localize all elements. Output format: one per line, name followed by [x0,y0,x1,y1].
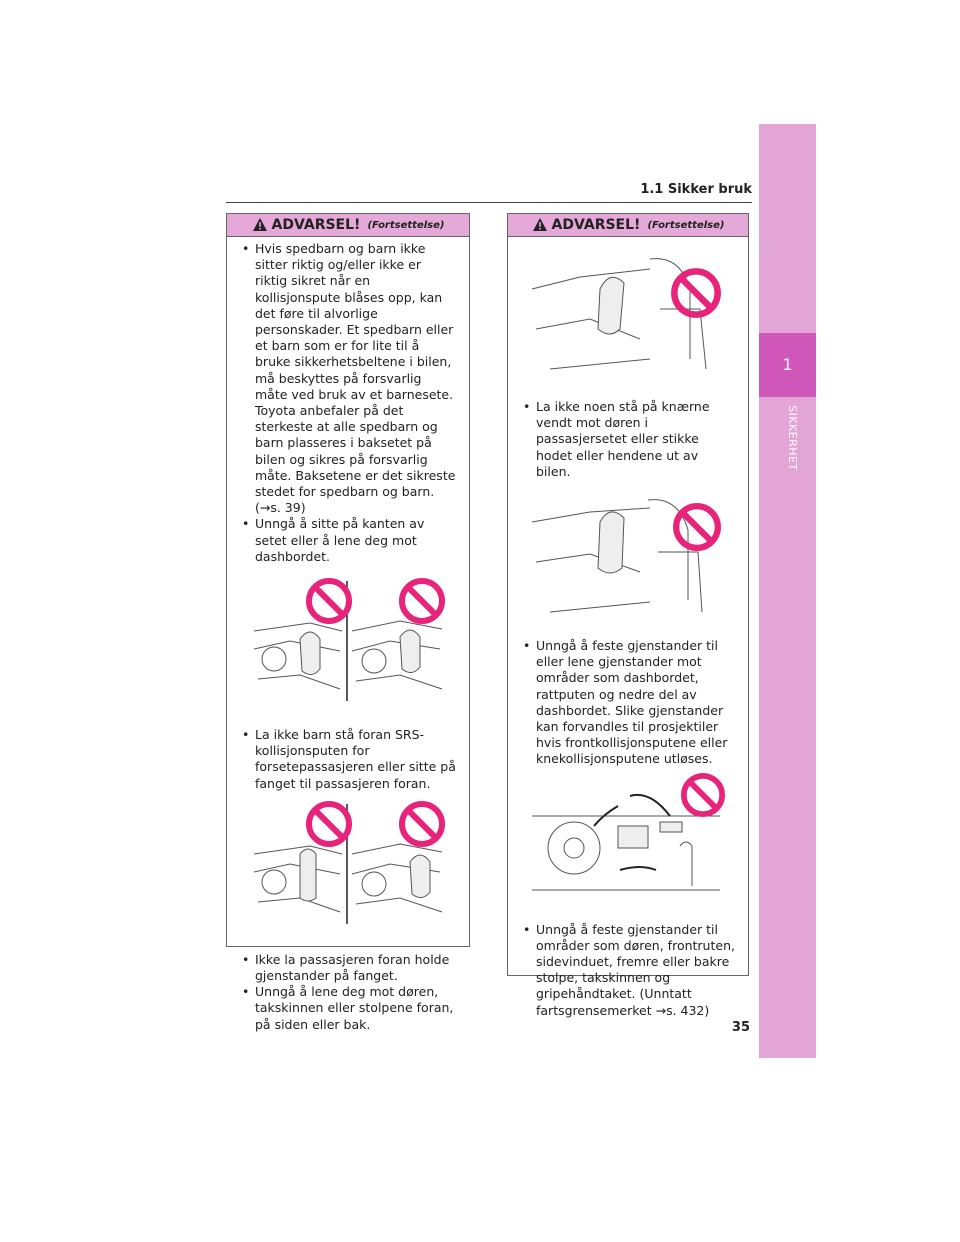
page-number: 35 [731,1020,750,1035]
warning-panel-left [226,213,470,1032]
warning-triangle-icon [532,217,548,233]
warning-header [508,214,748,237]
prohibited-icon [305,800,353,848]
chapter-label: SIKKERHET [786,405,799,471]
prohibited-icon [680,772,726,818]
list-item: • Unngå å lene deg mot døren, takskinnen eller stolpene foran, på siden eller bak. [239,984,457,1033]
prohibited-icon [670,267,722,319]
prohibited-icon [672,502,722,552]
list-item: • La ikke barn stå foran SRS-kollisjonsputen for forsetepassasjeren eller sitte på fanget til passasjeren foran. [239,727,457,792]
illustration-kneeling-seat [530,492,726,622]
warning-panel-right [507,213,749,1018]
warning-subtitle: (Fortsettelse) [367,219,445,231]
prohibited-icon [398,800,446,848]
warning-title: ADVARSEL! [271,217,361,233]
warning-subtitle: (Fortsettelse) [647,219,725,231]
list-item: • Hvis spedbarn og barn ikke sitter riktig og/eller ikke er riktig sikret når en kollisjonspute blåses opp, kan det føre til alvorlige personskader. Et spedbarn eller et barn som er for lite til å bruke sikkerhetsbeltene i bilen, må beskyttes på forsvarlig måte ved bruk av et barnesete. Toyota anbefaler på det sterkeste at alle spedbarn og barn plasseres i baksetet på bilen og sikres på forsvarlig måte. Baksetene er det sikreste stedet for spedbarn og barn. (→s. 39) [239,241,457,516]
chapter-number: 1 [759,333,816,397]
illustration-dashboard-objects [530,786,726,896]
list-item: • Unngå å feste gjenstander til områder som døren, frontruten, sidevinduet, fremre eller bakre stolpe, takskinnen og gripehåndtaket. (Unntatt fartsgrensemerket →s. 432) [520,922,736,1019]
section-header [226,178,752,203]
list-item: • La ikke noen stå på knærne vendt mot døren i passasjersetet eller stikke hodet eller hendene ut av bilen. [520,399,736,480]
prohibited-icon [398,577,446,625]
list-item: • Unngå å feste gjenstander til eller lene gjenstander mot områder som dashbordet, rattputen og nedre del av dashbordet. Slike gjenstander kan forvandles til prosjektiler hvis frontkollisjonsputene eller knekollisjonsputene utløses. [520,638,736,768]
chapter-tab [759,124,816,1058]
illustration-leaning-door [530,249,726,379]
list-item: • Ikke la passasjeren foran holde gjenstander på fanget. [239,952,457,984]
prohibited-icon [305,577,353,625]
list-item: • Unngå å sitte på kanten av setet eller å lene deg mot dashbordet. [239,516,457,565]
illustration-edge-of-seat [250,579,446,709]
section-title: 1.1 Sikker bruk [640,182,752,197]
warning-header [227,214,469,237]
warning-title: ADVARSEL! [551,217,641,233]
warning-triangle-icon [252,217,268,233]
illustration-child-standing [250,802,446,932]
